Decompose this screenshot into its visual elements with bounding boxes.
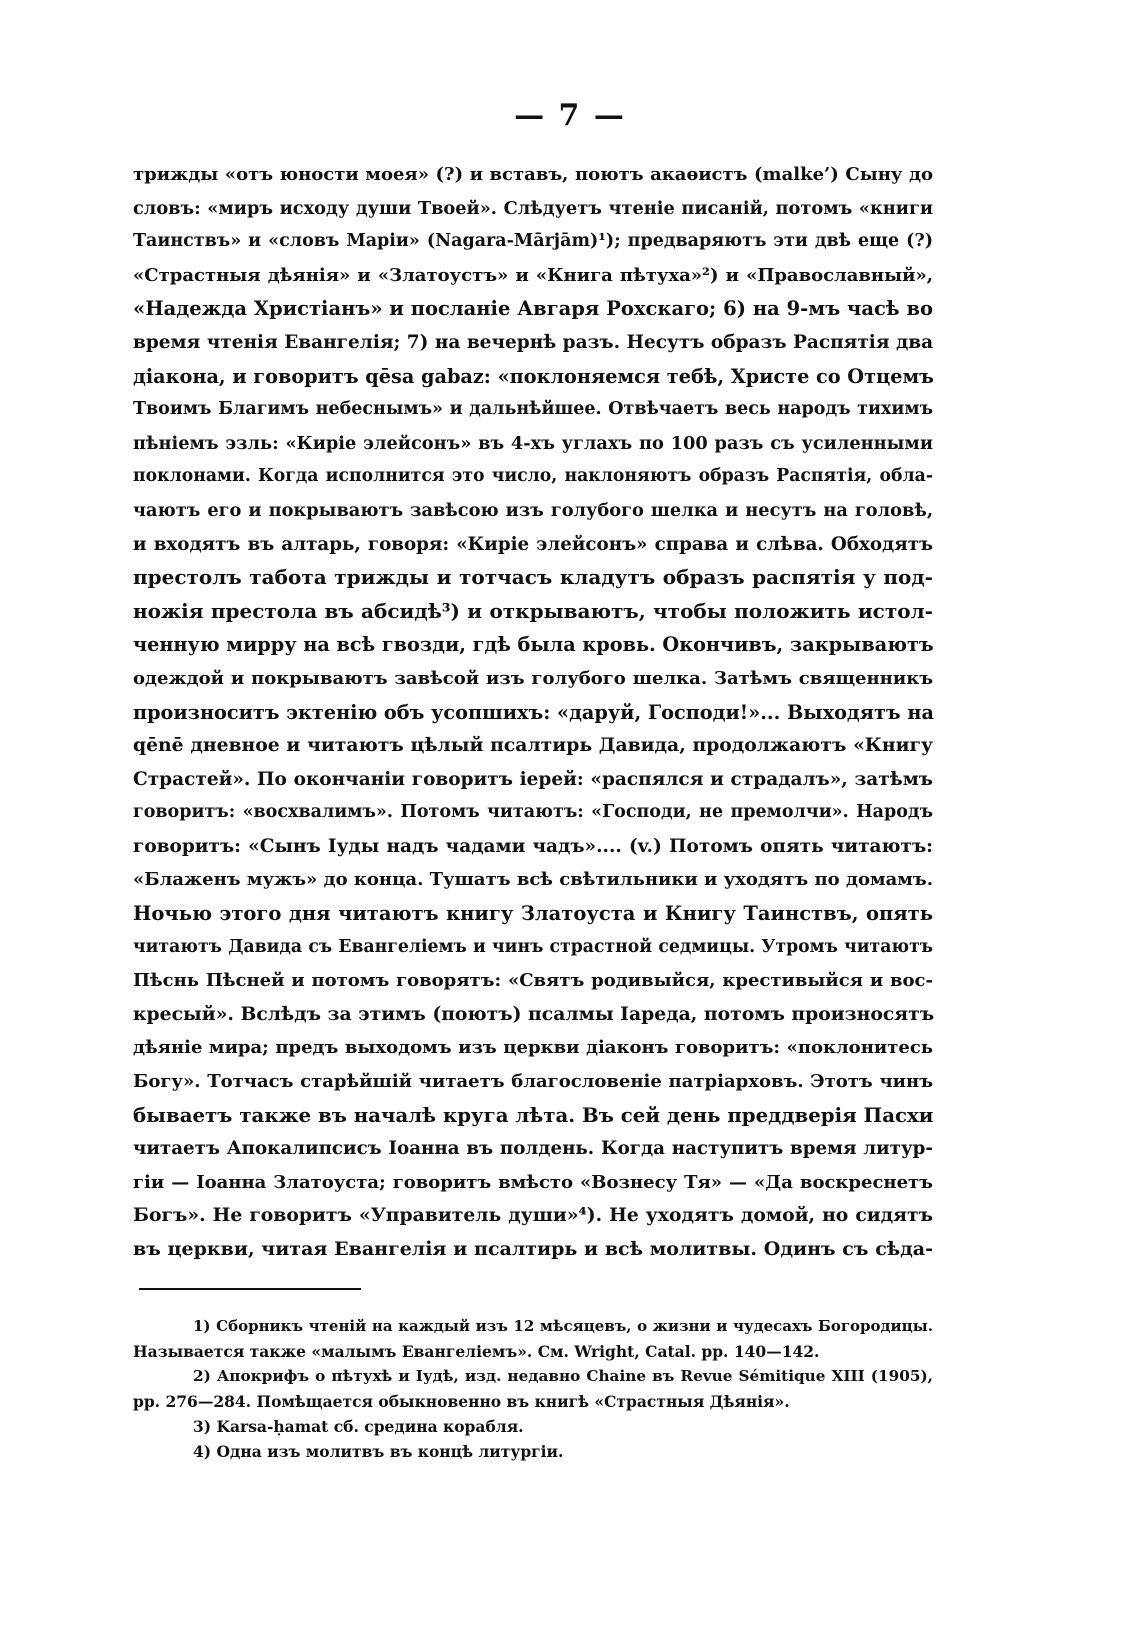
body-line: говоритъ: «Сынъ Іуды надъ чадами чадъ».... (v.) Потомъ опять читаютъ: <box>133 835 933 857</box>
body-line: Богу». Тотчасъ старѣйшій читаетъ благословеніе патріарховъ. Этотъ чинъ <box>133 1071 933 1093</box>
body-line: Пѣснь Пѣсней и потомъ говорятъ: «Святъ родивыйся, крестивыйся и вос- <box>133 970 933 992</box>
body-line: читаетъ Апокалипсисъ Іоанна въ полдень. Когда наступитъ время литур- <box>133 1138 933 1160</box>
footnotes <box>133 1314 933 1464</box>
footnote-1-continuation: Называется также «малымъ Евангеліемъ». См. Wright, Catal. pp. 140—142. <box>133 1342 820 1361</box>
body-line: «Надежда Христіанъ» и посланіе Авгаря Рохскаго; 6) на 9-мъ часѣ во <box>133 297 933 321</box>
body-line: діакона, и говоритъ qēsa gabaz: «поклоняемся тебѣ, Христе со Отцемъ <box>133 364 934 388</box>
footnote-divider <box>139 1288 361 1290</box>
body-line: въ церкви, читая Евангелія и псалтирь и всѣ молитвы. Одинъ съ сѣда- <box>133 1238 933 1260</box>
body-line: гіи — Іоанна Златоуста; говоритъ вмѣсто «Вознесу Тя» — «Да воскреснетъ <box>133 1171 933 1193</box>
body-line: пѣніемъ эзль: «Киріе элейсонъ» въ 4-хъ углахъ по 100 разъ съ усиленными <box>133 432 933 454</box>
body-line: «Страстныя дѣянія» и «Златоустъ» и «Книга пѣтуха»²) и «Православный», <box>133 264 933 286</box>
body-line: «Блаженъ мужъ» до конца. Тушатъ всѣ свѣтильники и уходятъ по домамъ. <box>133 869 933 891</box>
body-line: Ночью этого дня читаютъ книгу Златоуста и Книгу Таинствъ, опять <box>133 902 933 926</box>
body-line: Страстей». По окончаніи говоритъ іерей: «распялся и страдалъ», затѣмъ <box>133 768 933 790</box>
body-line: произноситъ эктенію объ усопшихъ: «даруй, Господи!»... Выходятъ на <box>133 700 934 724</box>
body-text <box>133 158 933 1267</box>
body-line: словъ: «миръ исходу души Твоей». Слѣдуетъ чтеніе писаній, потомъ «книги <box>133 197 933 219</box>
body-line: Таинствъ» и «словъ Маріи» (Nagara-Mārjām)¹); предваряютъ эти двѣ еще (?) <box>133 231 933 252</box>
body-line: трижды «отъ юности моея» (?) и вставъ, поютъ акаѳистъ (malke’) Сыну до <box>133 164 933 185</box>
body-line: и входятъ въ алтарь, говоря: «Киріе элейсонъ» справа и слѣва. Обходятъ <box>133 533 933 555</box>
body-line: одеждой и покрываютъ завѣсой изъ голубого шелка. Затѣмъ священникъ <box>133 667 933 689</box>
body-line: ножія престола въ абсидѣ³) и открываютъ, чтобы положить истол- <box>133 598 933 623</box>
body-line: Богъ». Не говоритъ «Управитель души»⁴). Не уходятъ домой, но сидятъ <box>133 1204 933 1227</box>
body-line: поклонами. Когда исполнится это число, наклоняютъ образъ Распятія, обла- <box>133 466 933 487</box>
page-number: — 7 — <box>514 98 626 133</box>
body-line: qēnē дневное и читаютъ цѣлый псалтирь Давида, продолжаютъ «Книгу <box>133 734 933 757</box>
footnote-1: 1) Сборникъ чтеній на каждый изъ 12 мѣсяцевъ, о жизни и чудесахъ Богородицы. <box>193 1317 933 1335</box>
body-line: бываетъ также въ началѣ круга лѣта. Въ сей день преддверія Пасхи <box>133 1102 934 1127</box>
footnote-2-continuation: pp. 276—284. Помѣщается обыкновенно въ книгѣ «Страстныя Дѣянія». <box>133 1392 790 1411</box>
body-line: кресый». Вслѣдъ за этимъ (поютъ) псалмы Іареда, потомъ произносятъ <box>133 1002 935 1025</box>
body-line: говоритъ: «восхвалимъ». Потомъ читаютъ: «Господи, не премолчи». Народъ <box>133 802 933 823</box>
body-line: время чтенія Евангелія; 7) на вечернѣ разъ. Несутъ образъ Распятія два <box>133 331 934 353</box>
body-line: ченную мирру на всѣ гвозди, гдѣ была кровь. Окончивъ, закрываютъ <box>133 633 934 657</box>
body-line: престолъ табота трижды и тотчасъ кладутъ образъ распятія у под- <box>133 565 933 590</box>
body-line: читаютъ Давида съ Евангеліемъ и чинъ страстной седмицы. Утромъ читаютъ <box>133 936 933 957</box>
footnote-2: 2) Апокрифъ о пѣтухѣ и Іудѣ, изд. недавно Chaine въ Revue Sémitique XIII (1905), <box>193 1367 933 1385</box>
body-line: дѣяніе мира; предъ выходомъ изъ церкви діаконъ говоритъ: «поклонитесь <box>133 1037 933 1059</box>
footnote-4: 4) Одна изъ молитвъ въ концѣ литургіи. <box>193 1442 564 1461</box>
footnote-3: 3) Karsa-ḥamat сб. средина корабля. <box>193 1417 524 1436</box>
body-line: чаютъ его и покрываютъ завѣсою изъ голубого шелка и несутъ на головѣ, <box>133 499 933 521</box>
body-line: Твоимъ Благимъ небеснымъ» и дальнѣйшее. Отвѣчаетъ весь народъ тихимъ <box>133 399 933 420</box>
